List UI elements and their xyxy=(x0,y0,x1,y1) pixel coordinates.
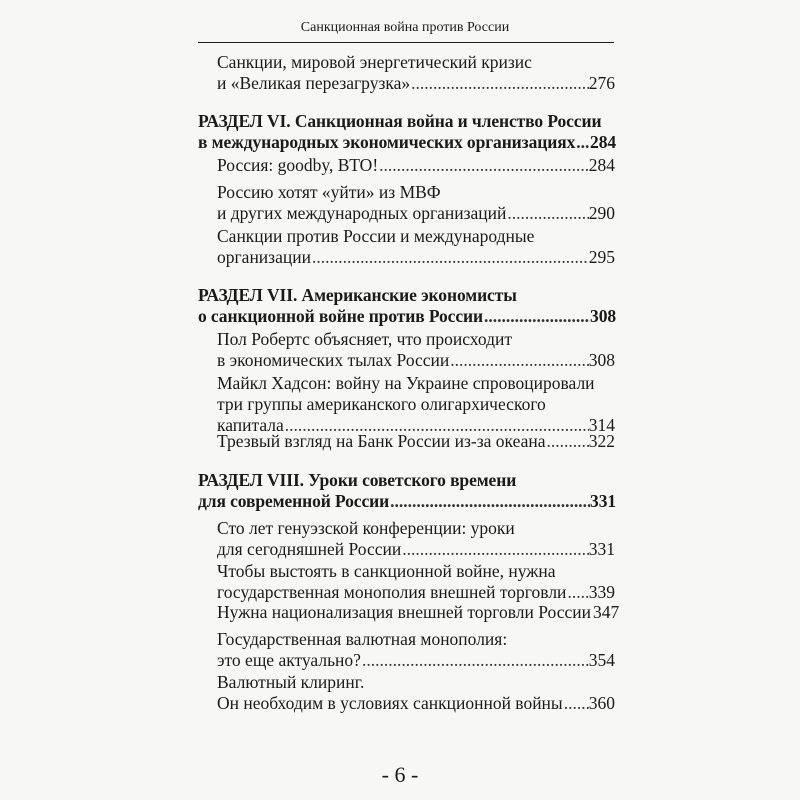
toc-section-title: о санкционной войне против России xyxy=(198,306,483,326)
toc-entry[interactable] xyxy=(217,373,615,436)
page-number: 276 xyxy=(588,73,615,93)
toc-entry-title: Трезвый взгляд на Банк России из-за океана xyxy=(217,431,546,451)
toc-entry[interactable] xyxy=(217,629,615,671)
page-number: 331 xyxy=(588,539,615,559)
toc-entry-title: и «Великая перезагрузка» xyxy=(217,73,411,93)
toc-entry-line: Майкл Хадсон: войну на Украине спровоцировали xyxy=(217,373,595,393)
page-number: 360 xyxy=(588,693,615,713)
toc-entry[interactable] xyxy=(217,226,615,268)
dot-leader xyxy=(546,431,589,452)
dot-leader xyxy=(483,306,590,327)
page-number: 284 xyxy=(590,132,616,152)
toc-entry-title: и других международных организаций xyxy=(217,203,507,223)
header-rule xyxy=(198,42,614,43)
toc-entry-line: Пол Робертс объясняет, что происходит xyxy=(217,329,512,349)
page-number: 354 xyxy=(588,650,615,670)
dot-leader xyxy=(361,650,589,671)
dot-leader xyxy=(378,155,589,176)
toc-section-line: РАЗДЕЛ VII. Американские экономисты xyxy=(198,285,517,305)
page-folio: - 6 - xyxy=(381,762,419,787)
toc-entry-line: Россию хотят «уйти» из МВФ xyxy=(217,182,441,202)
page-number: 347 xyxy=(593,602,620,622)
toc-section-title: для современной России xyxy=(198,491,390,511)
page-number: 322 xyxy=(588,431,615,451)
page-number: 308 xyxy=(590,306,616,326)
toc-entry-title: Он необходим в условиях санкционной войны xyxy=(217,693,563,713)
dot-leader xyxy=(563,693,589,714)
toc-entry-line: три группы американского олигархического xyxy=(217,394,546,414)
toc-entry-title: Россия: goodby, ВТО! xyxy=(217,155,379,175)
toc-entry[interactable] xyxy=(217,602,620,623)
toc-entry-title: государственная монополия внешней торговли xyxy=(217,582,567,602)
dot-leader xyxy=(311,247,589,268)
toc-entry[interactable] xyxy=(217,672,615,714)
toc-entry-line: Сто лет генуэзской конференции: уроки xyxy=(217,518,515,538)
running-head: Санкционная война против России xyxy=(300,20,510,35)
toc-section-heading[interactable] xyxy=(198,470,616,512)
toc-entry-line: Валютный клиринг. xyxy=(217,672,365,692)
toc-entry[interactable] xyxy=(217,155,615,176)
toc-entry-line: Государственная валютная монополия: xyxy=(217,629,508,649)
dot-leader xyxy=(575,132,590,153)
page-number: 314 xyxy=(588,415,615,435)
dot-leader xyxy=(401,539,589,560)
page-number: 295 xyxy=(588,247,615,267)
toc-entry[interactable] xyxy=(217,329,615,371)
page-number: 331 xyxy=(590,491,616,511)
toc-entry-title: для сегодняшней России xyxy=(217,539,402,559)
toc-section-line: РАЗДЕЛ VIII. Уроки советского времени xyxy=(198,470,517,490)
toc-entry-title: в экономических тылах России xyxy=(217,350,450,370)
toc-entry[interactable] xyxy=(217,518,615,560)
toc-section-heading[interactable] xyxy=(198,111,616,153)
toc-entry-title: Нужна национализация внешней торговли России xyxy=(217,602,591,622)
dot-leader xyxy=(506,203,588,224)
dot-leader xyxy=(389,491,590,512)
toc-entry-line: Чтобы выстоять в санкционной войне, нужна xyxy=(217,561,556,581)
toc-section-title: в международных экономических организациях xyxy=(198,132,576,152)
toc-entry[interactable] xyxy=(217,182,615,224)
page-number: 339 xyxy=(588,582,615,602)
toc-entry-title: организации xyxy=(217,247,311,267)
toc-entry-line: Санкции, мировой энергетический кризис xyxy=(217,52,532,72)
dot-leader xyxy=(566,582,588,603)
toc-entry[interactable] xyxy=(217,431,615,452)
toc-section-line: РАЗДЕЛ VI. Санкционная война и членство России xyxy=(198,111,602,131)
toc-entry-title: это еще актуально? xyxy=(217,650,361,670)
page-number: 290 xyxy=(588,203,615,223)
toc-entry[interactable] xyxy=(217,52,615,94)
dot-leader xyxy=(449,350,588,371)
page-number: 284 xyxy=(588,155,615,175)
toc-entry-line: Санкции против России и международные xyxy=(217,226,535,246)
dot-leader xyxy=(410,73,589,94)
toc-entry[interactable] xyxy=(217,561,615,603)
page-number: 308 xyxy=(588,350,615,370)
toc-section-heading[interactable] xyxy=(198,285,616,327)
toc-entry-title: капитала xyxy=(217,415,284,435)
